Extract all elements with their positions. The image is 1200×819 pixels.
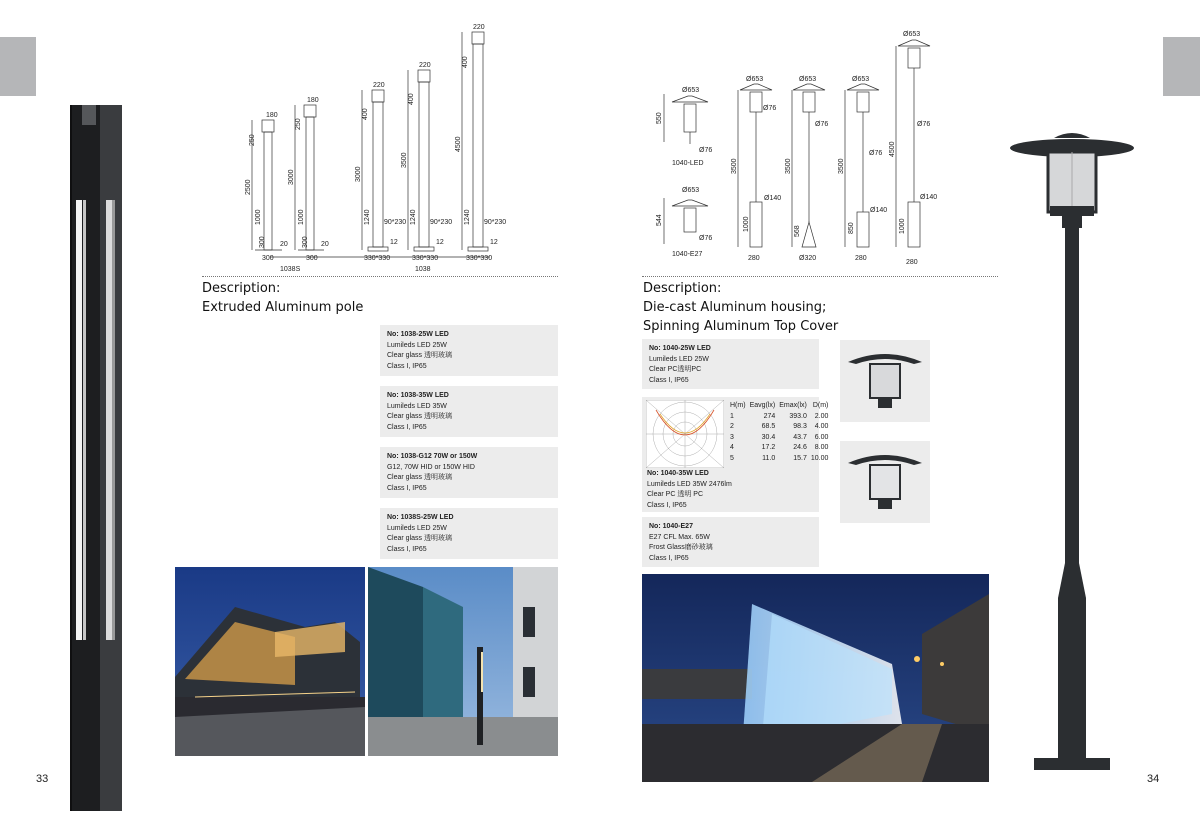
dim-c-0: 220 xyxy=(373,82,385,89)
page-tab-left xyxy=(0,37,36,96)
dim-e-0: 220 xyxy=(473,24,485,31)
p2-3: 568 xyxy=(794,225,801,237)
dim-e-6: 12 xyxy=(490,239,498,246)
dim-c-6: 12 xyxy=(390,239,398,246)
dim-b-2: 3000 xyxy=(288,169,295,185)
p2-4: Ø320 xyxy=(799,255,817,262)
dim-a-5: 300 xyxy=(262,255,274,262)
spec-box-1038-25w: No: 1038-25W LED Lumileds LED 25W Clear glass 透明玻璃 Class I, IP65 xyxy=(380,325,558,376)
divider-left xyxy=(202,276,558,277)
p1-3: Ø140 xyxy=(764,195,782,202)
p1-0: Ø653 xyxy=(746,76,764,83)
label-1038: 1038 xyxy=(415,266,431,273)
p1-2: 3500 xyxy=(731,158,738,174)
photo-tram-light-trails xyxy=(642,574,989,782)
dim-a-2: 2500 xyxy=(245,179,252,195)
p3-4: 850 xyxy=(848,222,855,234)
photo-glass-facade xyxy=(368,567,558,756)
dim-b-5: 300 xyxy=(306,255,318,262)
description-line-2: Spinning Aluminum Top Cover xyxy=(643,319,839,334)
lamp-post-1040-image xyxy=(1008,128,1136,778)
p4-3: Ø140 xyxy=(920,194,938,201)
page-number-right: 34 xyxy=(1147,773,1160,785)
spec-box-1040-e27: No: 1040-E27 E27 CFL Max. 65W Frost Glass磨砂玻璃 Class I, IP65 xyxy=(642,517,819,567)
description-right xyxy=(643,279,838,336)
dim-a-3: 1000 xyxy=(255,209,262,225)
spec-box-1038-35w: No: 1038-35W LED Lumileds LED 35W Clear glass 透明玻璃 Class I, IP65 xyxy=(380,386,558,437)
p3-3: Ø140 xyxy=(870,207,888,214)
led-dia: Ø653 xyxy=(682,87,700,94)
dim-e-2: 4500 xyxy=(455,136,462,152)
divider-right xyxy=(642,276,998,277)
p3-1: Ø76 xyxy=(869,150,883,157)
page-tab-right xyxy=(1163,37,1200,96)
dim-a-0: 180 xyxy=(266,112,278,119)
p3-0: Ø653 xyxy=(852,76,870,83)
dim-b-3: 1000 xyxy=(298,209,305,225)
p3-5: 280 xyxy=(855,255,867,262)
dim-e-3: 1240 xyxy=(464,209,471,225)
dim-a-1: 250 xyxy=(249,134,256,146)
p4-5: 280 xyxy=(906,259,918,266)
dim-c-5: 330*330 xyxy=(364,255,391,262)
description-heading-left: Description: xyxy=(202,281,281,296)
p1-5: 280 xyxy=(748,255,760,262)
led-name: 1040-LED xyxy=(672,160,704,167)
e27-name: 1040-E27 xyxy=(672,251,703,258)
photometric-diagram xyxy=(646,400,724,468)
dim-a-4: 300 xyxy=(259,236,266,248)
description-heading-right: Description: xyxy=(643,281,722,296)
dim-e-4: 90*230 xyxy=(484,219,507,226)
lamp-head-led-thumbnail xyxy=(840,340,930,422)
dim-e-5: 330*330 xyxy=(466,255,493,262)
description-line-1: Die-cast Aluminum housing; xyxy=(643,300,827,315)
e27-dia: Ø653 xyxy=(682,187,700,194)
p2-2: 3500 xyxy=(785,158,792,174)
p4-1: Ø76 xyxy=(917,121,931,128)
dim-c-4: 90*230 xyxy=(384,219,407,226)
technical-drawing-1038 xyxy=(240,20,560,275)
spec-box-1040-25w: No: 1040-25W LED Lumileds LED 25W Clear PC透明PC Class I, IP65 xyxy=(642,339,819,389)
dim-b-0: 180 xyxy=(307,97,319,104)
dim-d-4: 90*230 xyxy=(430,219,453,226)
dim-d-0: 220 xyxy=(419,62,431,69)
p2-0: Ø653 xyxy=(799,76,817,83)
p4-0: Ø653 xyxy=(903,31,921,38)
dim-d-6: 12 xyxy=(436,239,444,246)
spec-box-1038-g12: No: 1038-G12 70W or 150W G12, 70W HID or 150W HID Clear glass 透明玻璃 Class I, IP65 xyxy=(380,447,558,498)
e27-stem: Ø76 xyxy=(699,235,713,242)
dim-a-6: 20 xyxy=(280,241,288,248)
extruded-pole-image xyxy=(66,105,124,811)
label-1038s: 1038S xyxy=(280,266,301,273)
dim-d-5: 330*330 xyxy=(412,255,439,262)
p1-1: Ø76 xyxy=(763,105,777,112)
dim-b-6: 20 xyxy=(321,241,329,248)
dim-c-3: 1240 xyxy=(364,209,371,225)
technical-drawing-1040 xyxy=(640,22,1000,272)
e27-h: 544 xyxy=(656,214,663,226)
dim-b-4: 300 xyxy=(302,236,309,248)
photo-building-night xyxy=(175,567,365,756)
dim-d-2: 3500 xyxy=(401,152,408,168)
photometric-table: H(m) Eavg(lx) Emax(lx) D(m) 1 274 393.0 2.00 2 68.5 98.3 4.00 3 30.4 43.7 6.00 4 17.2 24.6 8.00 5 11.0 15.7 10.00 xyxy=(730,402,829,462)
spec-box-1040-35w: H(m) Eavg(lx) Emax(lx) D(m) 1 274 393.0 2.00 2 68.5 98.3 4.00 3 30.4 43.7 6.00 4 17.2 24.6 8.00 5 11.0 15.7 10.00 No: 1040-35W LED Lumileds LED 35W 2476lm Clear PC 透明 PC Class I, IP65 xyxy=(642,397,819,512)
dim-d-3: 1240 xyxy=(410,209,417,225)
dim-c-2: 3000 xyxy=(355,166,362,182)
description-left xyxy=(202,279,363,317)
p4-4: 1000 xyxy=(899,218,906,234)
dim-b-1: 250 xyxy=(295,118,302,130)
page-number-left: 33 xyxy=(36,773,49,785)
p2-1: Ø76 xyxy=(815,121,829,128)
spec-box-1038s-25w: No: 1038S-25W LED Lumileds LED 25W Clear glass 透明玻璃 Class I, IP65 xyxy=(380,508,558,559)
led-h: 550 xyxy=(656,112,663,124)
description-text-left: Extruded Aluminum pole xyxy=(202,300,364,315)
p4-2: 4500 xyxy=(889,141,896,157)
lamp-head-e27-thumbnail xyxy=(840,441,930,523)
p3-2: 3500 xyxy=(838,158,845,174)
p1-4: 1000 xyxy=(743,216,750,232)
dim-d-1: 400 xyxy=(408,93,415,105)
dim-c-1: 400 xyxy=(362,108,369,120)
dim-e-1: 400 xyxy=(462,56,469,68)
led-stem: Ø76 xyxy=(699,147,713,154)
